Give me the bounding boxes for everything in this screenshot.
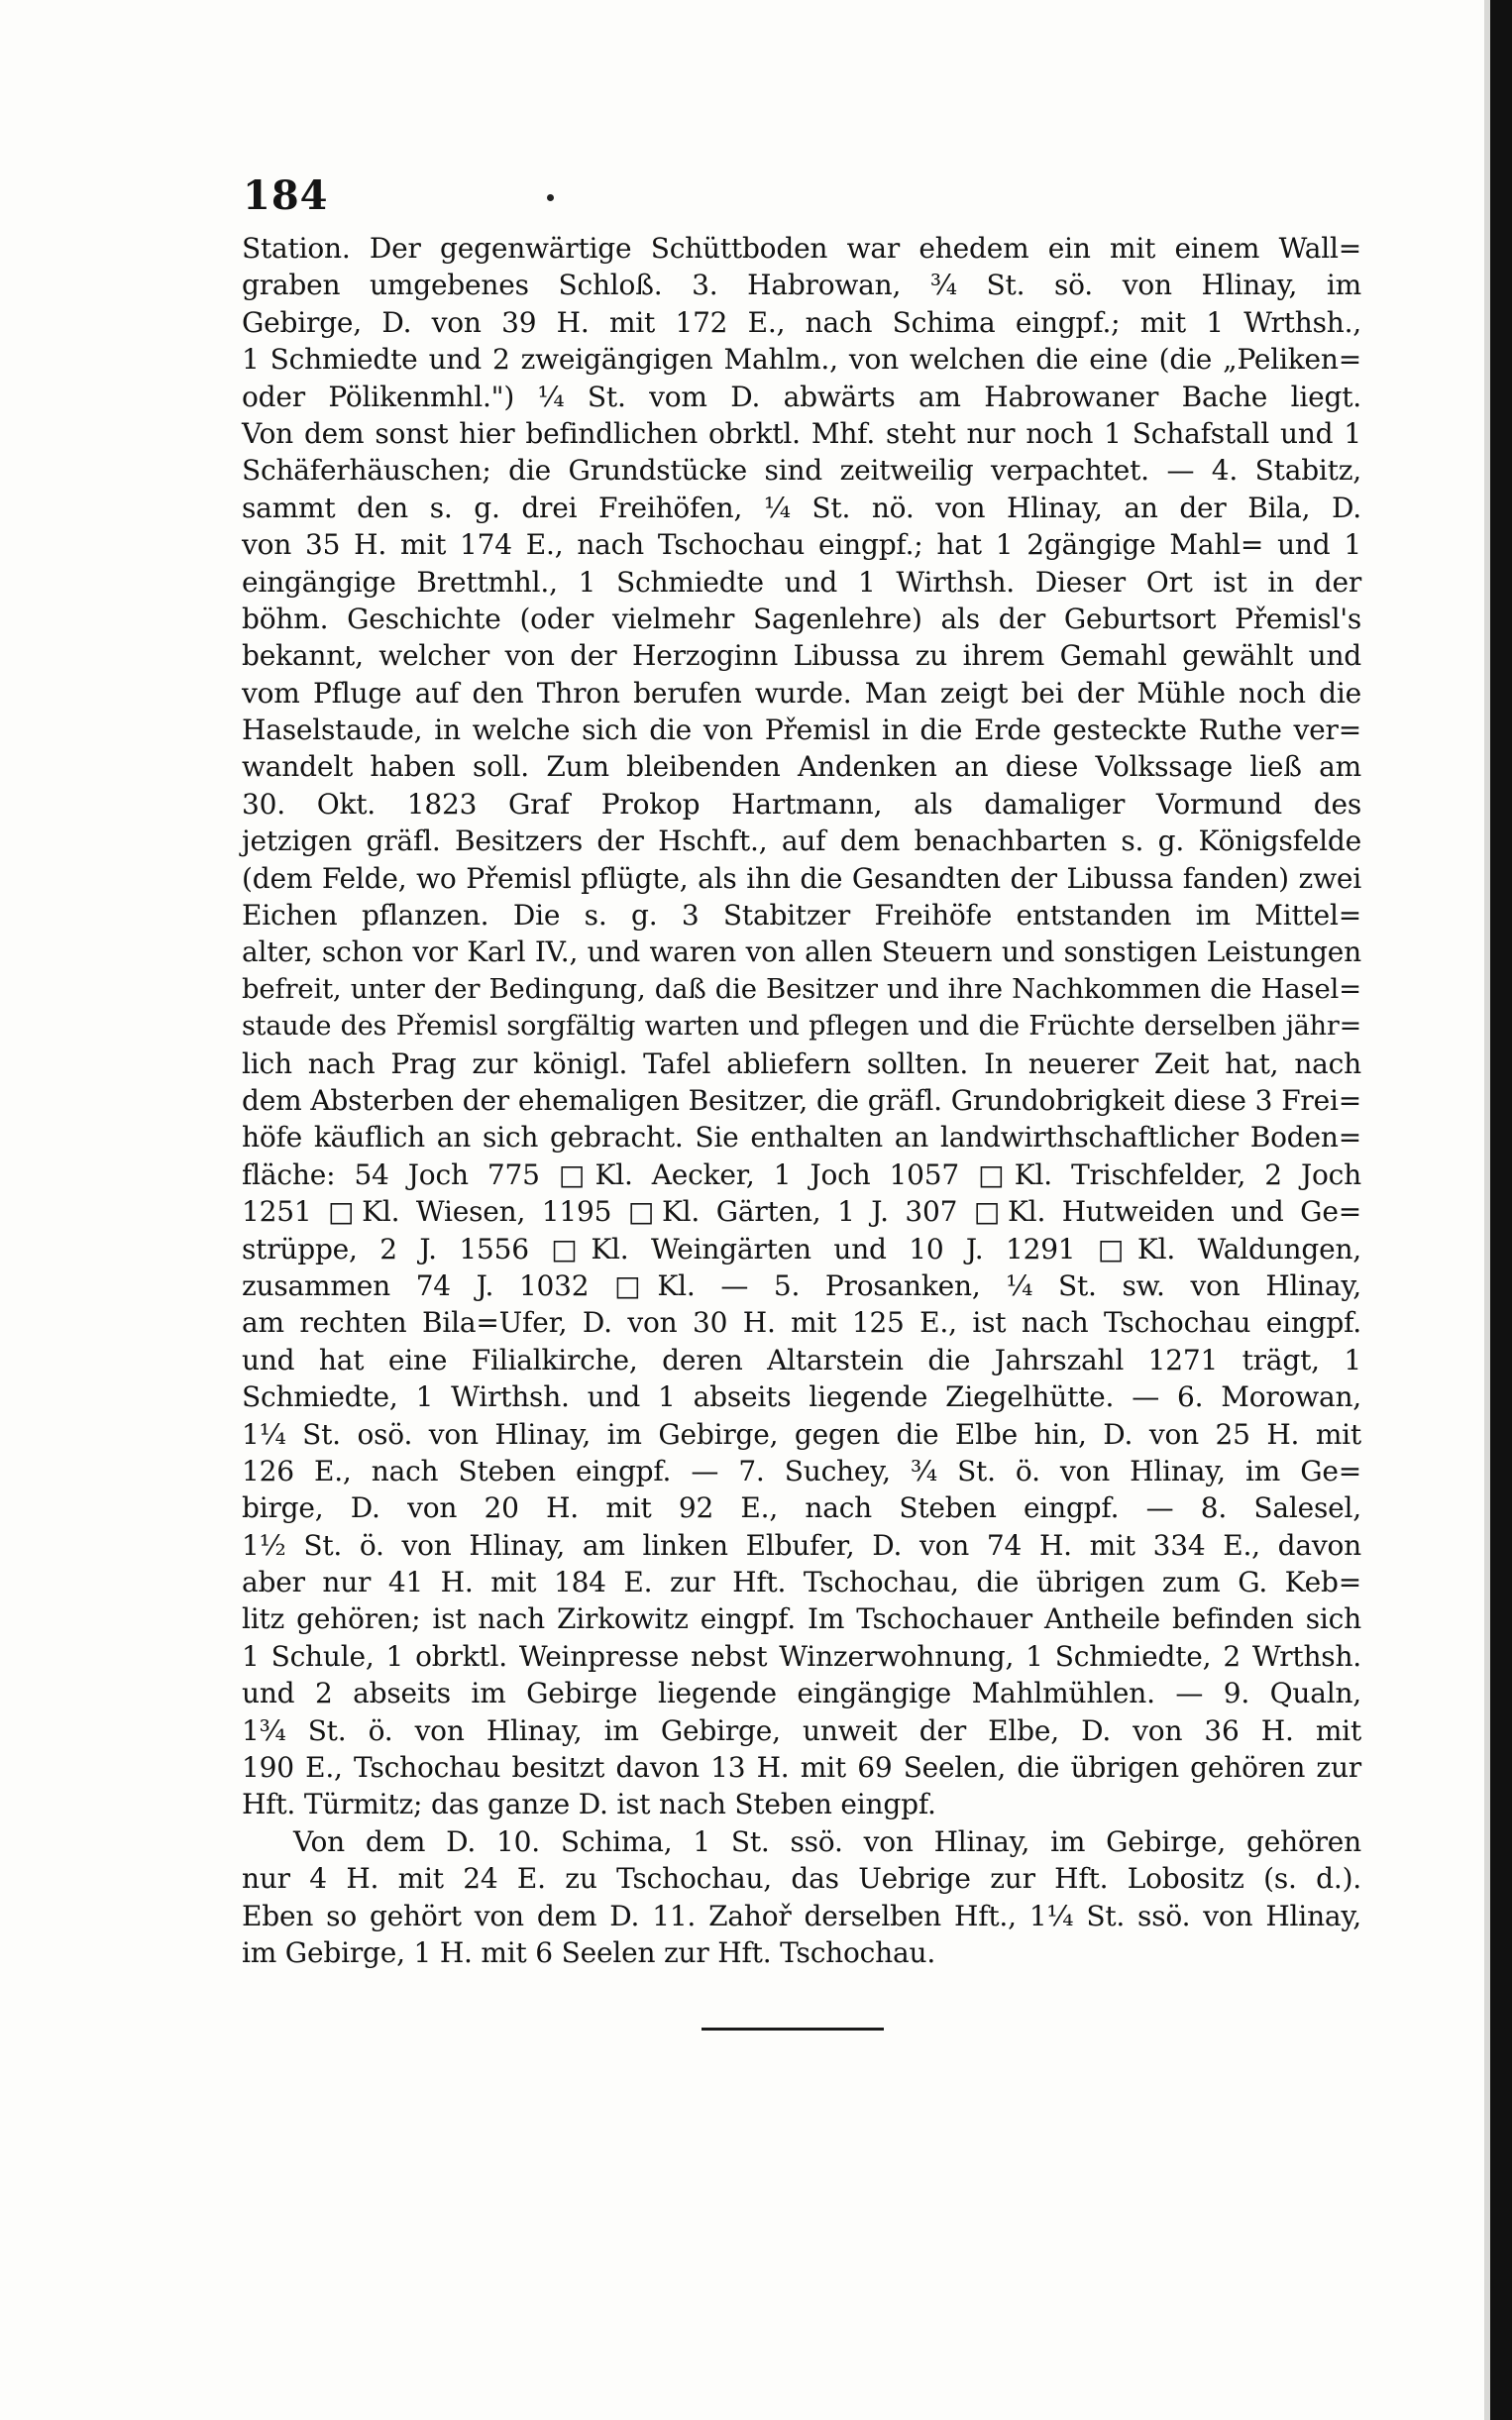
page-number: 184 xyxy=(243,172,329,219)
text-line: im Gebirge, 1 H. mit 6 Seelen zur Hft. Tschochau. xyxy=(242,1935,936,1969)
text-line: am rechten Bila=Ufer, D. von 30 H. mit 125 E., ist nach Tschochau eingpf. xyxy=(242,1306,1361,1340)
text-line: bekannt, welcher von der Herzoginn Libussa zu ihrem Gemahl gewählt und xyxy=(242,639,1361,673)
text-line: (dem Felde, wo Přemisl pflügte, als ihn die Gesandten der Libussa fanden) zwei xyxy=(242,861,1361,895)
text-line: wandelt haben soll. Zum bleibenden Andenken an diese Volkssage ließ am xyxy=(242,750,1361,784)
text-line: Schäferhäuschen; die Grundstücke sind zeitweilig verpachtet. — 4. Stabitz, xyxy=(242,454,1361,488)
end-rule xyxy=(702,2028,884,2031)
text-line: 190 E., Tschochau besitzt davon 13 H. mit 69 Seelen, die übrigen gehören zur xyxy=(242,1751,1361,1785)
text-line: alter, schon vor Karl IV., und waren von allen Steuern und sonstigen Leistungen xyxy=(242,935,1361,969)
body-text xyxy=(242,230,1361,1971)
text-line: 1¾ St. ö. von Hlinay, im Gebirge, unweit der Elbe, D. von 36 H. mit xyxy=(242,1713,1361,1747)
text-line: Hft. Türmitz; das ganze D. ist nach Steben eingpf. xyxy=(242,1788,936,1821)
text-line: Eben so gehört von dem D. 11. Zahoř derselben Hft., 1¼ St. ssö. von Hlinay, xyxy=(242,1899,1361,1932)
text-line: böhm. Geschichte (oder vielmehr Sagenlehre) als der Geburtsort Přemisl's xyxy=(242,602,1361,635)
text-line: höfe käuflich an sich gebracht. Sie enthalten an landwirthschaftlicher Boden= xyxy=(242,1121,1361,1155)
text-line: litz gehören; ist nach Zirkowitz eingpf. Im Tschochauer Antheile befinden sich xyxy=(242,1602,1361,1636)
text-line: 1251 □Kl. Wiesen, 1195 □Kl. Gärten, 1 J. 307 □Kl. Hutweiden und Ge= xyxy=(242,1195,1361,1229)
text-line: 1 Schule, 1 obrktl. Weinpresse nebst Winzerwohnung, 1 Schmiedte, 2 Wrthsh. xyxy=(242,1639,1361,1673)
text-line: 126 E., nach Steben eingpf. — 7. Suchey, ¾ St. ö. von Hlinay, im Ge= xyxy=(242,1454,1361,1487)
text-line: oder Pölikenmhl.") ¼ St. vom D. abwärts am Habrowaner Bache liegt. xyxy=(242,380,1361,413)
text-line: nur 4 H. mit 24 E. zu Tschochau, das Uebrige zur Hft. Lobositz (s. d.). xyxy=(242,1862,1361,1896)
text-line: Haselstaude, in welche sich die von Přemisl in die Erde gesteckte Ruthe ver= xyxy=(242,714,1361,747)
header-dot-mark xyxy=(547,194,554,201)
text-line: fläche: 54 Joch 775 □Kl. Aecker, 1 Joch 1057 □Kl. Trischfelder, 2 Joch xyxy=(242,1157,1361,1191)
text-line: staude des Přemisl sorgfältig warten und pflegen und die Früchte derselben jähr= xyxy=(242,1011,1361,1043)
text-line: aber nur 41 H. mit 184 E. zur Hft. Tschochau, die übrigen zum G. Keb= xyxy=(242,1566,1361,1599)
text-line: Station. Der gegenwärtige Schüttboden war ehedem ein mit einem Wall= xyxy=(242,232,1361,265)
text-line: eingängige Brettmhl., 1 Schmiedte und 1 Wirthsh. Dieser Ort ist in der xyxy=(242,565,1361,599)
text-line: 1¼ St. osö. von Hlinay, im Gebirge, gegen die Elbe hin, D. von 25 H. mit xyxy=(242,1417,1361,1451)
text-line: 1 Schmiedte und 2 zweigängigen Mahlm., von welchen die eine (die „Peliken= xyxy=(242,343,1361,377)
text-line: von 35 H. mit 174 E., nach Tschochau eingpf.; hat 1 2gängige Mahl= und 1 xyxy=(242,528,1361,562)
text-line: Von dem D. 10. Schima, 1 St. ssö. von Hlinay, im Gebirge, gehören xyxy=(293,1824,1361,1858)
text-line: lich nach Prag zur königl. Tafel abliefern sollten. In neuerer Zeit hat, nach xyxy=(242,1046,1361,1080)
text-line: Schmiedte, 1 Wirthsh. und 1 abseits liegende Ziegelhütte. — 6. Morowan, xyxy=(242,1380,1361,1414)
text-line: 30. Okt. 1823 Graf Prokop Hartmann, als damaliger Vormund des xyxy=(242,787,1361,821)
text-line: und hat eine Filialkirche, deren Altarstein die Jahrszahl 1271 trägt, 1 xyxy=(242,1343,1361,1376)
text-line: strüppe, 2 J. 1556 □Kl. Weingärten und 10 J. 1291 □Kl. Waldungen, xyxy=(242,1232,1361,1265)
text-line: Eichen pflanzen. Die s. g. 3 Stabitzer Freihöfe entstanden im Mittel= xyxy=(242,899,1361,933)
text-line: vom Pfluge auf den Thron berufen wurde. Man zeigt bei der Mühle noch die xyxy=(242,676,1361,710)
text-line: graben umgebenes Schloß. 3. Habrowan, ¾ St. sö. von Hlinay, im xyxy=(242,269,1361,302)
text-line: jetzigen gräfl. Besitzers der Hschft., auf dem benachbarten s. g. Königsfelde xyxy=(242,825,1361,858)
text-line: zusammen 74 J. 1032 □Kl. — 5. Prosanken, ¼ St. sw. von Hlinay, xyxy=(242,1268,1361,1302)
text-line: befreit, unter der Bedingung, daß die Besitzer und ihre Nachkommen die Hasel= xyxy=(242,972,1361,1005)
text-line: sammt den s. g. drei Freihöfen, ¼ St. nö. von Hlinay, an der Bila, D. xyxy=(242,491,1361,524)
text-line: 1½ St. ö. von Hlinay, am linken Elbufer, D. von 74 H. mit 334 E., davon xyxy=(242,1528,1361,1562)
text-line: Von dem sonst hier befindlichen obrktl. Mhf. steht nur noch 1 Schafstall und 1 xyxy=(242,416,1361,450)
text-line: Gebirge, D. von 39 H. mit 172 E., nach Schima eingpf.; mit 1 Wrthsh., xyxy=(242,305,1361,339)
text-line: dem Absterben der ehemaligen Besitzer, die gräfl. Grundobrigkeit diese 3 Frei= xyxy=(242,1083,1361,1117)
scan-edge-border xyxy=(1490,0,1512,2420)
text-line: und 2 abseits im Gebirge liegende eingängige Mahlmühlen. — 9. Qualn, xyxy=(242,1677,1361,1710)
text-line: birge, D. von 20 H. mit 92 E., nach Steben eingpf. — 8. Salesel, xyxy=(242,1491,1361,1525)
